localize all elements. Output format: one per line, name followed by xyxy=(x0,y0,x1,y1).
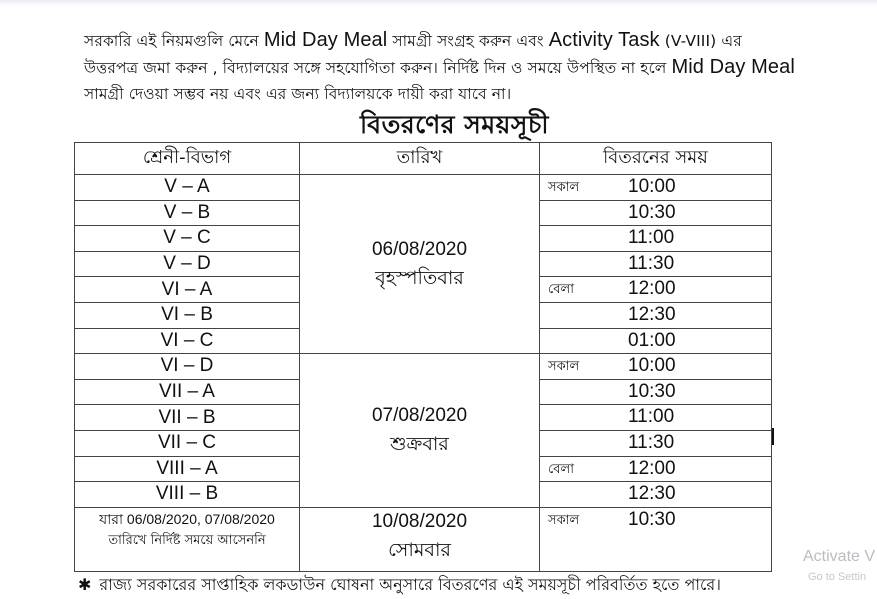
notice-text: সামগ্রী সংগ্রহ করুন এবং xyxy=(387,32,549,50)
class-cell: V – B xyxy=(75,200,300,226)
class-cell: VI – D xyxy=(75,354,300,380)
notice-term: Activity Task xyxy=(548,29,660,51)
date-value: 07/08/2020 xyxy=(371,405,468,427)
table-row xyxy=(75,175,772,201)
class-cell: VII – C xyxy=(75,430,300,456)
absentee-note-line-1: যারা 06/08/2020, 07/08/2020 xyxy=(99,510,275,527)
time-cell xyxy=(540,226,772,252)
time-cell xyxy=(540,379,772,405)
period-label: বেলা xyxy=(548,461,574,477)
notice-text: সরকারি এই নিয়মগুলি মেনে xyxy=(84,32,264,50)
asterisk-icon: ✱ xyxy=(78,575,92,594)
activation-watermark-subtext: Go to Settin xyxy=(808,571,867,583)
table-row xyxy=(75,354,772,380)
notice-line-1 xyxy=(84,27,854,54)
time-value: 12:30 xyxy=(628,303,676,325)
time-cell xyxy=(540,251,772,277)
weekday-value: শুক্রবার xyxy=(390,433,449,456)
time-value: 01:00 xyxy=(628,329,676,351)
period-label: সকাল xyxy=(548,512,580,528)
time-value: 12:30 xyxy=(628,483,676,505)
time-cell xyxy=(540,302,772,328)
time-cell xyxy=(540,354,772,380)
header-date: তারিখ xyxy=(300,143,540,175)
weekday-value: সোমবার xyxy=(388,538,451,561)
time-value: 11:00 xyxy=(628,227,675,249)
time-cell xyxy=(540,175,772,201)
class-cell: VIII – B xyxy=(75,482,300,508)
class-cell: VII – A xyxy=(75,379,300,405)
class-cell: VII – B xyxy=(75,405,300,431)
header-distribution-time: বিতরনের সময় xyxy=(540,143,772,175)
weekday-value: বৃহস্পতিবার xyxy=(375,267,464,290)
period-label: সকাল xyxy=(548,180,580,195)
time-cell xyxy=(540,507,772,571)
footnote xyxy=(78,572,721,599)
table-header-row xyxy=(75,143,772,175)
class-cell: V – A xyxy=(75,175,300,201)
activation-watermark: Activate V xyxy=(803,548,876,565)
absentee-note-cell xyxy=(75,507,300,571)
class-cell: VI – A xyxy=(75,277,300,303)
notice-text: (V-VIII) এর xyxy=(659,32,742,50)
time-cell xyxy=(540,405,772,431)
time-cell xyxy=(540,200,772,226)
date-cell xyxy=(300,354,540,508)
notice-paragraph xyxy=(84,27,854,107)
class-cell: V – C xyxy=(75,226,300,252)
time-cell xyxy=(540,328,772,354)
time-cell xyxy=(540,456,772,482)
class-cell: VI – B xyxy=(75,302,300,328)
time-value: 10:30 xyxy=(628,508,676,530)
notice-term: Mid Day Meal xyxy=(671,56,795,78)
period-label: বেলা xyxy=(548,282,574,298)
time-value: 10:30 xyxy=(628,380,676,402)
class-cell: V – D xyxy=(75,251,300,277)
schedule-title: বিতরণের সময়সূচী xyxy=(360,110,549,139)
top-edge-strip xyxy=(0,0,877,6)
date-cell xyxy=(300,507,540,571)
absentee-note-line-2: তারিখে নির্দিষ্ট সময়ে আসেননি xyxy=(108,532,266,548)
header-class-section: শ্রেনী-বিভাগ xyxy=(75,143,300,175)
notice-line-3: সামগ্রী দেওয়া সম্ভব নয় এবং এর জন্য বিদ্যালয়কে দায়ী করা যাবে না। xyxy=(84,85,512,103)
footnote-text: রাজ্য সরকারের সাপ্তাহিক লকডাউন ঘোষনা অনুসারে বিতরণের এই সময়সূচী পরিবর্তিত হতে পারে। xyxy=(99,575,721,594)
date-value: 06/08/2020 xyxy=(371,239,468,261)
time-cell xyxy=(540,277,772,303)
notice-line-2 xyxy=(84,54,854,81)
time-value: 11:30 xyxy=(628,252,675,274)
notice-text: উত্তরপত্র জমা করুন , বিদ্যালয়ের সঙ্গে সহযোগিতা করুন। নির্দিষ্ট দিন ও সময়ে উপস্থিত না হলে xyxy=(84,59,672,77)
time-value: 10:00 xyxy=(628,176,676,197)
time-value: 11:30 xyxy=(628,431,675,453)
time-value: 12:00 xyxy=(628,457,676,479)
time-value: 12:00 xyxy=(628,278,676,300)
notice-term: Mid Day Meal xyxy=(263,29,388,51)
time-value: 11:00 xyxy=(628,406,675,428)
time-cell xyxy=(540,482,772,508)
text-cursor xyxy=(772,428,774,445)
distribution-schedule-table xyxy=(74,142,772,572)
table-row xyxy=(75,507,772,571)
time-value: 10:00 xyxy=(628,355,676,377)
time-cell xyxy=(540,430,772,456)
time-value: 10:30 xyxy=(628,201,676,223)
period-label: সকাল xyxy=(548,359,580,375)
class-cell: VIII – A xyxy=(75,456,300,482)
date-value: 10/08/2020 xyxy=(371,510,468,532)
date-cell xyxy=(300,175,540,354)
class-cell: VI – C xyxy=(75,328,300,354)
